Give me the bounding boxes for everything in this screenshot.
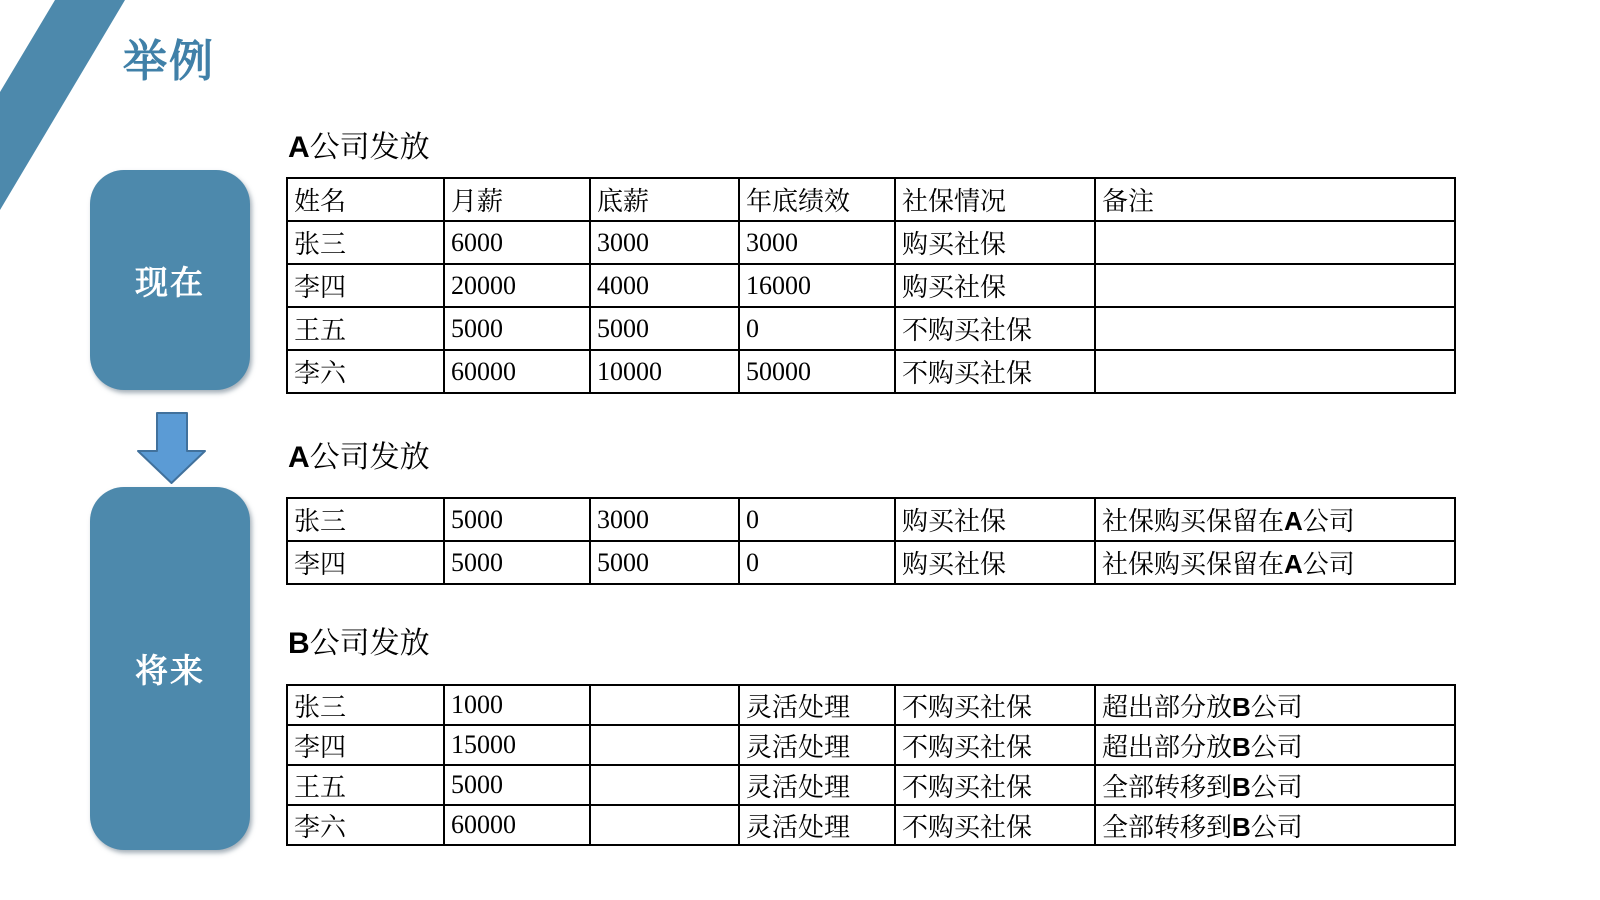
table-row bbox=[287, 541, 1455, 584]
table-row bbox=[287, 805, 1455, 845]
table-row bbox=[287, 221, 1455, 264]
table-cell: 购买社保 bbox=[895, 498, 1095, 541]
latin-letter: A bbox=[288, 441, 310, 474]
now-box-label: 现在 bbox=[135, 263, 205, 301]
table-cell: 不购买社保 bbox=[895, 307, 1095, 350]
future-box-label: 将来 bbox=[135, 652, 205, 689]
table-cell: 6000 bbox=[444, 221, 590, 264]
table-cell: 张三 bbox=[287, 498, 444, 541]
header-cell: 姓名 bbox=[287, 178, 444, 221]
table-cell: 超出部分放B公司 bbox=[1095, 685, 1455, 725]
table-cell bbox=[590, 765, 739, 805]
table-cell: 50000 bbox=[739, 350, 895, 393]
table-cell: 全部转移到B公司 bbox=[1095, 805, 1455, 845]
table-row bbox=[287, 725, 1455, 765]
header-cell: 月薪 bbox=[444, 178, 590, 221]
table-cell: 社保购买保留在A公司 bbox=[1095, 541, 1455, 584]
table-cell: 1000 bbox=[444, 685, 590, 725]
table-label-company-a-now: A公司发放 bbox=[288, 131, 430, 164]
table-cell: 李四 bbox=[287, 264, 444, 307]
table-cell: 10000 bbox=[590, 350, 739, 393]
table-cell: 不购买社保 bbox=[895, 725, 1095, 765]
table-cell: 3000 bbox=[590, 498, 739, 541]
table-cell: 不购买社保 bbox=[895, 805, 1095, 845]
table-cell: 购买社保 bbox=[895, 264, 1095, 307]
table-cell bbox=[590, 685, 739, 725]
table-cell: 全部转移到B公司 bbox=[1095, 765, 1455, 805]
table-cell: 0 bbox=[739, 307, 895, 350]
table-cell: 15000 bbox=[444, 725, 590, 765]
table-cell: 王五 bbox=[287, 765, 444, 805]
table-cell: 张三 bbox=[287, 221, 444, 264]
table-cell: 李六 bbox=[287, 805, 444, 845]
latin-letter: B bbox=[1232, 691, 1251, 722]
page-title: 举例 bbox=[123, 37, 215, 86]
table-cell: 5000 bbox=[590, 307, 739, 350]
latin-letter: B bbox=[1232, 731, 1251, 762]
table-cell: 灵活处理 bbox=[739, 765, 895, 805]
table-row bbox=[287, 350, 1455, 393]
latin-letter: A bbox=[288, 131, 310, 164]
header-cell: 社保情况 bbox=[895, 178, 1095, 221]
header-cell: 底薪 bbox=[590, 178, 739, 221]
table-row bbox=[287, 264, 1455, 307]
table-cell bbox=[1095, 264, 1455, 307]
latin-letter: B bbox=[1232, 811, 1251, 842]
table-row bbox=[287, 765, 1455, 805]
table-cell: 灵活处理 bbox=[739, 685, 895, 725]
table-cell bbox=[590, 725, 739, 765]
table-header-row bbox=[287, 178, 1455, 221]
table-label-company-b-future: B公司发放 bbox=[288, 627, 430, 660]
table-cell: 不购买社保 bbox=[895, 350, 1095, 393]
table-cell: 5000 bbox=[444, 498, 590, 541]
table-row bbox=[287, 685, 1455, 725]
table-company-b-future bbox=[286, 684, 1456, 846]
header-cell: 年底绩效 bbox=[739, 178, 895, 221]
table-cell bbox=[1095, 221, 1455, 264]
latin-letter: A bbox=[1284, 506, 1303, 536]
table-cell: 灵活处理 bbox=[739, 805, 895, 845]
table-company-a-future bbox=[286, 497, 1456, 585]
table-cell: 5000 bbox=[590, 541, 739, 584]
table-cell: 3000 bbox=[739, 221, 895, 264]
table-cell: 20000 bbox=[444, 264, 590, 307]
table-cell: 3000 bbox=[590, 221, 739, 264]
now-box bbox=[90, 170, 250, 390]
table-cell: 不购买社保 bbox=[895, 765, 1095, 805]
table-label-company-a-future: A公司发放 bbox=[288, 441, 430, 474]
table-cell bbox=[590, 805, 739, 845]
table-cell: 李四 bbox=[287, 725, 444, 765]
table-cell: 5000 bbox=[444, 541, 590, 584]
header-cell: 备注 bbox=[1095, 178, 1455, 221]
table-cell: 60000 bbox=[444, 350, 590, 393]
down-arrow-icon bbox=[130, 408, 210, 488]
future-box bbox=[90, 487, 250, 850]
table-row bbox=[287, 307, 1455, 350]
table-cell: 5000 bbox=[444, 307, 590, 350]
table-cell: 4000 bbox=[590, 264, 739, 307]
table-cell: 60000 bbox=[444, 805, 590, 845]
table-cell: 张三 bbox=[287, 685, 444, 725]
table-cell: 0 bbox=[739, 498, 895, 541]
table-row bbox=[287, 498, 1455, 541]
latin-letter: A bbox=[1284, 549, 1303, 579]
latin-letter: B bbox=[1232, 771, 1251, 802]
table-cell: 5000 bbox=[444, 765, 590, 805]
table-cell: 不购买社保 bbox=[895, 685, 1095, 725]
table-cell: 王五 bbox=[287, 307, 444, 350]
table-cell: 16000 bbox=[739, 264, 895, 307]
table-cell bbox=[1095, 350, 1455, 393]
table-cell: 李六 bbox=[287, 350, 444, 393]
table-company-a-now bbox=[286, 177, 1456, 394]
table-cell: 购买社保 bbox=[895, 221, 1095, 264]
table-cell: 社保购买保留在A公司 bbox=[1095, 498, 1455, 541]
table-cell: 购买社保 bbox=[895, 541, 1095, 584]
latin-letter: B bbox=[288, 627, 310, 660]
table-cell: 超出部分放B公司 bbox=[1095, 725, 1455, 765]
table-cell: 灵活处理 bbox=[739, 725, 895, 765]
table-cell: 0 bbox=[739, 541, 895, 584]
table-cell bbox=[1095, 307, 1455, 350]
table-cell: 李四 bbox=[287, 541, 444, 584]
